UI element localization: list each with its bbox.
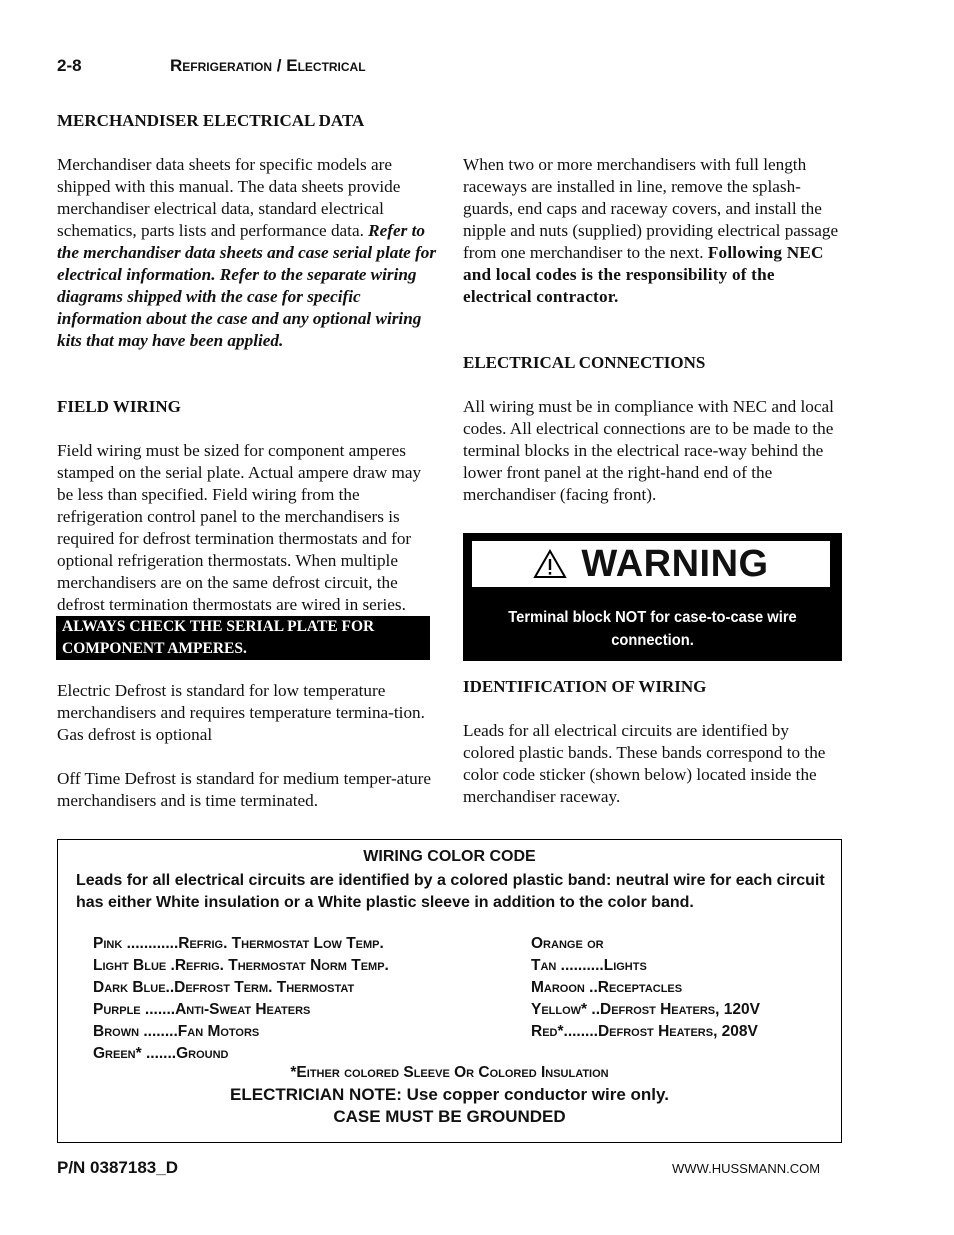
- merchandiser-text: Merchandiser data sheets for specific models are shipped with this manual. The data sheets provide merchandiser electrical data, standard electrical schematics, parts lists and performance data. Refer to the merchandiser data sheets and case serial plate for electrical information. Refer to the separate wiring diagrams shipped with the case for specific information about the case and any optional wiring kits that may have been applied.: [57, 155, 437, 350]
- warning-title: WARNING: [581, 542, 769, 585]
- color-code-item: Red*........Defrost Heaters, 208V: [531, 1023, 758, 1040]
- warning-message: Terminal block NOT for case-to-case wire connection.: [508, 609, 797, 649]
- merchandiser-electrical-heading: MERCHANDISER ELECTRICAL DATA: [57, 111, 365, 130]
- identification-section: [463, 676, 843, 808]
- page-header: [57, 56, 366, 76]
- electrician-note: ELECTRICIAN NOTE: Use copper conductor wire only.: [230, 1085, 669, 1104]
- part-number: P/N 0387183_D: [57, 1158, 178, 1177]
- color-code-item: Green* .......Ground: [93, 1045, 229, 1062]
- ground-note: CASE MUST BE GROUNDED: [333, 1107, 566, 1126]
- color-code-item: Pink ............Refrig. Thermostat Low Temp.: [93, 935, 384, 952]
- color-code-item: Dark Blue..Defrost Term. Thermostat: [93, 979, 355, 996]
- nec-responsibility: Following NEC and local codes is the responsibility of the electrical contractor.: [463, 243, 824, 306]
- field-wiring-text: Field wiring must be sized for component amperes stamped on the serial plate. Actual ampere draw may be less than specified. Field wiring from the refrigeration control panel to the merchandisers is required for defrost termination thermostats and for optional refrigeration thermostats. When multiple merchandisers are on the same defrost circuit, the defrost termination thermostats are wired in series.: [57, 441, 422, 614]
- color-code-item: Light Blue .Refrig. Thermostat Norm Temp.: [93, 957, 389, 974]
- color-code-item: Tan ..........Lights: [531, 957, 647, 974]
- inline-install-text: When two or more merchandisers with full length raceways are installed in line, remove the splash-guards, end caps and raceway covers, and install the nipple and nuts (supplied) providing electrical passage from one merchandiser to the next. Following NEC and local codes is the responsibility of the electrical contractor.: [463, 155, 839, 306]
- electrical-connections-heading: ELECTRICAL CONNECTIONS: [463, 353, 706, 372]
- wiring-color-code-box: [57, 839, 842, 1143]
- electrical-connections-text: All wiring must be in compliance with NEC and local codes. All electrical connections are to be made to the terminal blocks in the electrical race-way behind the lower front panel at the right-hand end of the merchandiser (facing front).: [463, 397, 834, 504]
- color-code-item: Orange or: [531, 935, 604, 952]
- warning-box: [463, 533, 842, 661]
- left-column: [57, 110, 439, 812]
- serial-plate-callout: ALWAYS CHECK THE SERIAL PLATE FOR COMPONENT AMPERES.: [56, 616, 430, 660]
- section-title: Refrigeration / Electrical: [170, 56, 366, 75]
- website: WWW.HUSSMANN.COM: [672, 1161, 821, 1176]
- off-time-defrost-text: Off Time Defrost is standard for medium temper-ature merchandisers and is time terminated.: [57, 769, 432, 810]
- color-code-right-list: [531, 933, 760, 1043]
- page-number: 2-8: [57, 56, 82, 75]
- color-code-item: Brown ........Fan Motors: [93, 1023, 260, 1040]
- merchandiser-emphasis: Refer to the merchandiser data sheets and case serial plate for electrical information. Refer to the separate wiring diagrams shipped with the case for specific information about the case and any optional wiring kits that may have been applied.: [57, 221, 437, 350]
- color-code-intro: Leads for all electrical circuits are identified by a colored plastic band: neutral wire for each circuit has either White insulation or a White plastic sleeve in addition to the color band.: [76, 872, 825, 911]
- color-code-footnote: *Either colored Sleeve Or Colored Insulation: [290, 1064, 609, 1081]
- identification-heading: IDENTIFICATION OF WIRING: [463, 677, 707, 696]
- warning-triangle-icon: [533, 549, 567, 579]
- color-code-left-list: [93, 933, 389, 1065]
- right-column: [463, 154, 843, 506]
- electric-defrost-text: Electric Defrost is standard for low temperature merchandisers and requires temperature termina-tion. Gas defrost is optional: [57, 681, 425, 744]
- color-code-item: Yellow* ..Defrost Heaters, 120V: [531, 1001, 760, 1018]
- color-code-item: Maroon ..Receptacles: [531, 979, 683, 996]
- color-code-title: WIRING COLOR CODE: [363, 848, 536, 865]
- field-wiring-heading: FIELD WIRING: [57, 397, 181, 416]
- color-code-item: Purple .......Anti-Sweat Heaters: [93, 1001, 311, 1018]
- warning-header: [472, 541, 830, 587]
- identification-text: Leads for all electrical circuits are identified by colored plastic bands. These bands correspond to the color code sticker (shown below) located inside the merchandiser raceway.: [463, 721, 826, 806]
